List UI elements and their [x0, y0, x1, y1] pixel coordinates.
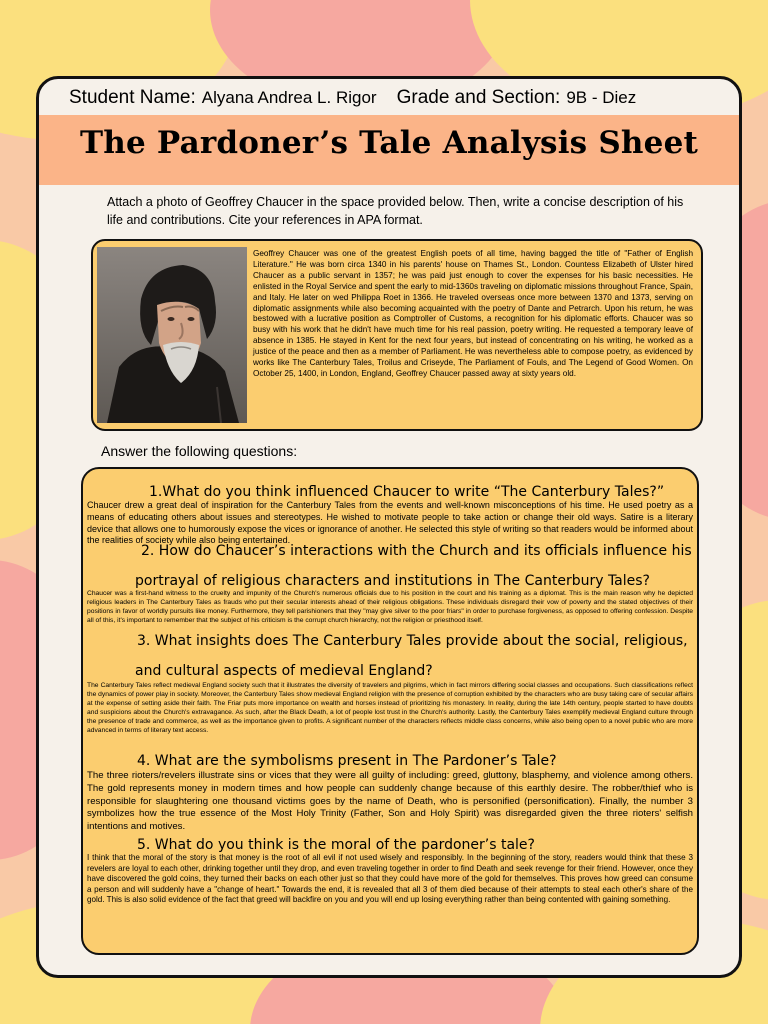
- chaucer-portrait-drawing: [97, 247, 247, 423]
- page-title: The Pardoner’s Tale Analysis Sheet: [79, 125, 699, 161]
- answer-3: The Canterbury Tales reflect medieval England society such that it illustrates the diversity of travelers and pilgrims, which in fact mirrors differing social classes and occupations. Such classifications reflect the dynamics of power play in society. Moreover, the Canterbury Tales show medieval England religion with the presence of corruption exhibited by the characters who are busy taking care of secular affairs at the expense of setting aside their faith. The Friar puts more importance on wealth and horses instead of prioritizing his monastery. In reality, during the late 14th century, people started to have doubts and suspicions about the Church's extravagance. As such, after the Black Death, a lot of people lost trust in the Church's authority. Lastly, the Canterbury Tales exemplify medieval England culture through the presence of trade and commerce, as well as the importance given to profits. A significant number of the characters reflects middle class concerns, while also being open to a novel public who are more advanced in terms of literary text access.: [87, 682, 693, 735]
- biography-box: [91, 239, 703, 431]
- title-band: [39, 115, 739, 185]
- question-3-line-1: 3. What insights does The Canterbury Tales provide about the social, religious,: [137, 633, 688, 649]
- question-2-line-1: 2. How do Chaucer’s interactions with the Church and its officials influence his: [141, 543, 692, 559]
- header-row: [69, 87, 719, 115]
- answer-2: Chaucer was a first-hand witness to the cruelty and impunity of the Church's numerous officials due to his position in the court and his training as a diplomat. This is the main reason why he depicted religious leaders in The Canterbury Tales as frauds who put their secular interests ahead of their religious obligations. These individuals disregard their vow of poverty and the stated objectives of their positions in favor of worldly pursuits like money. Furthermore, they tell parishioners that they "may give silver to the poor friars" in order to purchase forgiveness, as opposed to offering confession. Despite all of this, it's important to remember that the subject of his criticism is the corrupt church hierarchy, not the religion or priesthood itself.: [87, 590, 693, 625]
- student-name-label: Student Name:: [69, 87, 196, 108]
- answer-questions-label: Answer the following questions:: [101, 443, 298, 459]
- grade-section-value: 9B - Diez: [566, 88, 637, 107]
- answer-1: Chaucer drew a great deal of inspiration for the Canterbury Tales from the events and well-known misconceptions of his time. He used poetry as a means of educating others about issues and stereotypes. He wished to motivate people to take action or change their old ways. Satire is a literary device that allows one to humorously expose the vices or ignorance of another. He selected this style of writing so that readers would be informed about the realities of society while also being entertained.: [87, 500, 693, 546]
- grade-section-label: Grade and Section:: [396, 87, 561, 108]
- instructions-text: Attach a photo of Geoffrey Chaucer in the space provided below. Then, write a concise description of his life and contributions. Cite your references in APA format.: [107, 195, 684, 227]
- biography-text: Geoffrey Chaucer was one of the greatest English poets of all time, having bagged the title of "Father of English Literature." He was born circa 1340 in his parents' house on Thames St., London. Countess Elizabeth of Ulster hired Chaucer as a public servant in 1357; he was paid just enough to cover the expenses for his basic necessities. He enlisted in the Royal Service and spent the early to mid-1360s traveling on diplomatic missions throughout France, Spain, and Italy. He later on wed Philippa Roet in 1366. He traveled overseas once more between 1370 and 1373, serving on diplomatic assignments while also becoming acquainted with the poetry of Dante and Petrarch. Upon his return, he was bestowed with a lucrative position as Comptroller of Customs, a recognition for his diplomatic efforts. Chaucer was so busy with his work that he didn't have much time for his real passion, poetry writing. He requested a temporary leave of absence in 1385. He stayed in Kent for the next four years, but instead of concentrating on his writing, he worked as a justice of the peace and then as a member of Parliament. He was nevertheless able to compose poetry, as evidenced by works like The Canterbury Tales, Troilus and Criseyde, The Parliament of Fouls, and The Legend of Good Women. On October 25, 1400, in London, England, Geoffrey Chaucer passed away at sixty years old.: [253, 249, 693, 378]
- chaucer-portrait: [97, 247, 247, 423]
- question-5: 5. What do you think is the moral of the pardoner’s tale?: [137, 837, 535, 853]
- analysis-sheet: [36, 76, 742, 978]
- question-4: 4. What are the symbolisms present in The Pardoner’s Tale?: [137, 753, 557, 769]
- questions-box: [81, 467, 699, 955]
- question-1: 1.What do you think influenced Chaucer to write “The Canterbury Tales?”: [149, 484, 665, 500]
- answer-4: The three rioters/revelers illustrate sins or vices that they were all guilty of including: greed, gluttony, blasphemy, and violence among others. The gold represents money in modern times and how people can suddenly change because of this earthly desire. The robber/thief who is responsible for slaughtering one thousand victims goes by the name of Death, who is personified (personification). Finally, the number 3 symbolizes how the true essence of the Most Holy Trinity (Father, Son and Holy Spirit) was disregarded given the three rioters' selfish intentions and motives.: [87, 770, 693, 833]
- student-name-value: Alyana Andrea L. Rigor: [201, 88, 377, 107]
- question-3-line-2: and cultural aspects of medieval England?: [135, 663, 433, 679]
- question-2-line-2: portrayal of religious characters and institutions in The Canterbury Tales?: [135, 573, 650, 589]
- answer-5: I think that the moral of the story is that money is the root of all evil if not used wisely and responsibly. In the beginning of the story, readers would think that these 3 revelers are loyal to each other, drinking together until they drop, and even traveling together in order to find Death and seek revenge for their friend. However, once they have discovered the gold coins, they turned their backs on each other just so that they could have more of the gold for themselves. This proves how greed can consume a person and will suddenly have a "change of heart." Towards the end, it is revealed that all 3 of them died because of their attempts to steal each other's share of the gold. This is also solid evidence of the fact that greed will backfire on you and you will end up losing everything rather than being contented with gaining something.: [87, 853, 693, 904]
